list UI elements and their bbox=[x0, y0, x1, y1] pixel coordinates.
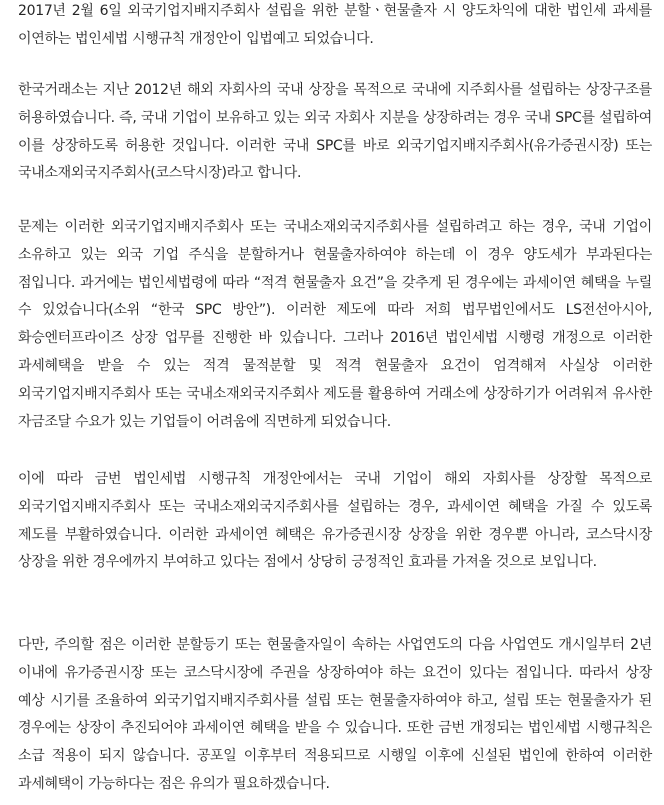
paragraph-problem: 문제는 이러한 외국기업지배지주회사 또는 국내소재외국지주회사를 설립하려고 하는 경우, 국내 기업이 소유하고 있는 외국 기업 주식을 분할하거나 현물출자하여야 하는데 이 경우 양도세가 부과된다는 점입니다. 과거에는 법인세법령에 따라 “적격 현물출자 요건”을 갖추게 된 경우에는 과세이연 혜택을 누릴 수 있었습니다(소위 “한국 SPC 방안”). 이러한 제도에 따라 저희 법무법인에서도 LS전선아시아, 화승엔터프라이즈 상장 업무를 진행한 바 있습니다. 그러나 2016년 법인세법 시행령 개정으로 이러한 과세혜택을 받을 수 있는 적격 물적분할 및 적격 현물출자 요건이 엄격해져 사실상 이러한 외국기업지배지주회사 또는 국내소재외국지주회사 제도를 활용하여 거래소에 상장하기가 어려워져 유사한 자금조달 수요가 있는 기업들이 어려움에 직면하게 되었습니다. bbox=[18, 219, 652, 430]
paragraph-intro: 2017년 2월 6일 외국기업지배지주회사 설립을 위한 분할ㆍ현물출자 시 양도차익에 대한 법인세 과세를 이연하는 법인세법 시행규칙 개정안이 입법예고 되었습니다. bbox=[18, 3, 652, 47]
paragraph-caution: 다만, 주의할 점은 이러한 분할등기 또는 현물출자일이 속하는 사업연도의 다음 사업연도 개시일부터 2년 이내에 유가증권시장 또는 코스닥시장에 주권을 상장하여야 하는 요건이 있다는 점입니다. 따라서 상장 예상 시기를 조율하여 외국기업지배지주회사를 설립 또는 현물출자하여야 하고, 설립 또는 현물출자가 된 경우에는 상장이 추진되어야 과세이연 혜택을 받을 수 있습니다. 또한 금번 개정되는 법인세법 시행규칙은 소급 적용이 되지 않습니다. 공포일 이후부터 적용되므로 시행일 이후에 신설된 법인에 한하여 이러한 과세혜택이 가능하다는 점은 유의가 필요하겠습니다. bbox=[18, 637, 652, 792]
paragraph-background: 한국거래소는 지난 2012년 해외 자회사의 국내 상장을 목적으로 국내에 지주회사를 설립하는 상장구조를 허용하였습니다. 즉, 국내 기업이 보유하고 있는 외국 자회사 지분을 상장하려는 경우 국내 SPC를 설립하여 이를 상장하도록 허용한 것입니다. 이러한 국내 SPC를 바로 외국기업지배지주회사(유가증권시장) 또는 국내소재외국지주회사(코스닥시장)라고 합니다. bbox=[18, 82, 652, 182]
paragraph-amendment: 이에 따라 금번 법인세법 시행규칙 개정안에서는 국내 기업이 해외 자회사를 상장할 목적으로 외국기업지배지주회사 또는 국내소재외국지주회사를 설립하는 경우, 과세이연 혜택을 가질 수 있도록 제도를 부활하였습니다. 이러한 과세이연 혜택은 유가증권시장 상장을 위한 경우뿐 아니라, 코스닥시장 상장을 위한 경우에까지 부여하고 있다는 점에서 상당히 긍정적인 효과를 가져올 것으로 보입니다. bbox=[18, 471, 652, 571]
